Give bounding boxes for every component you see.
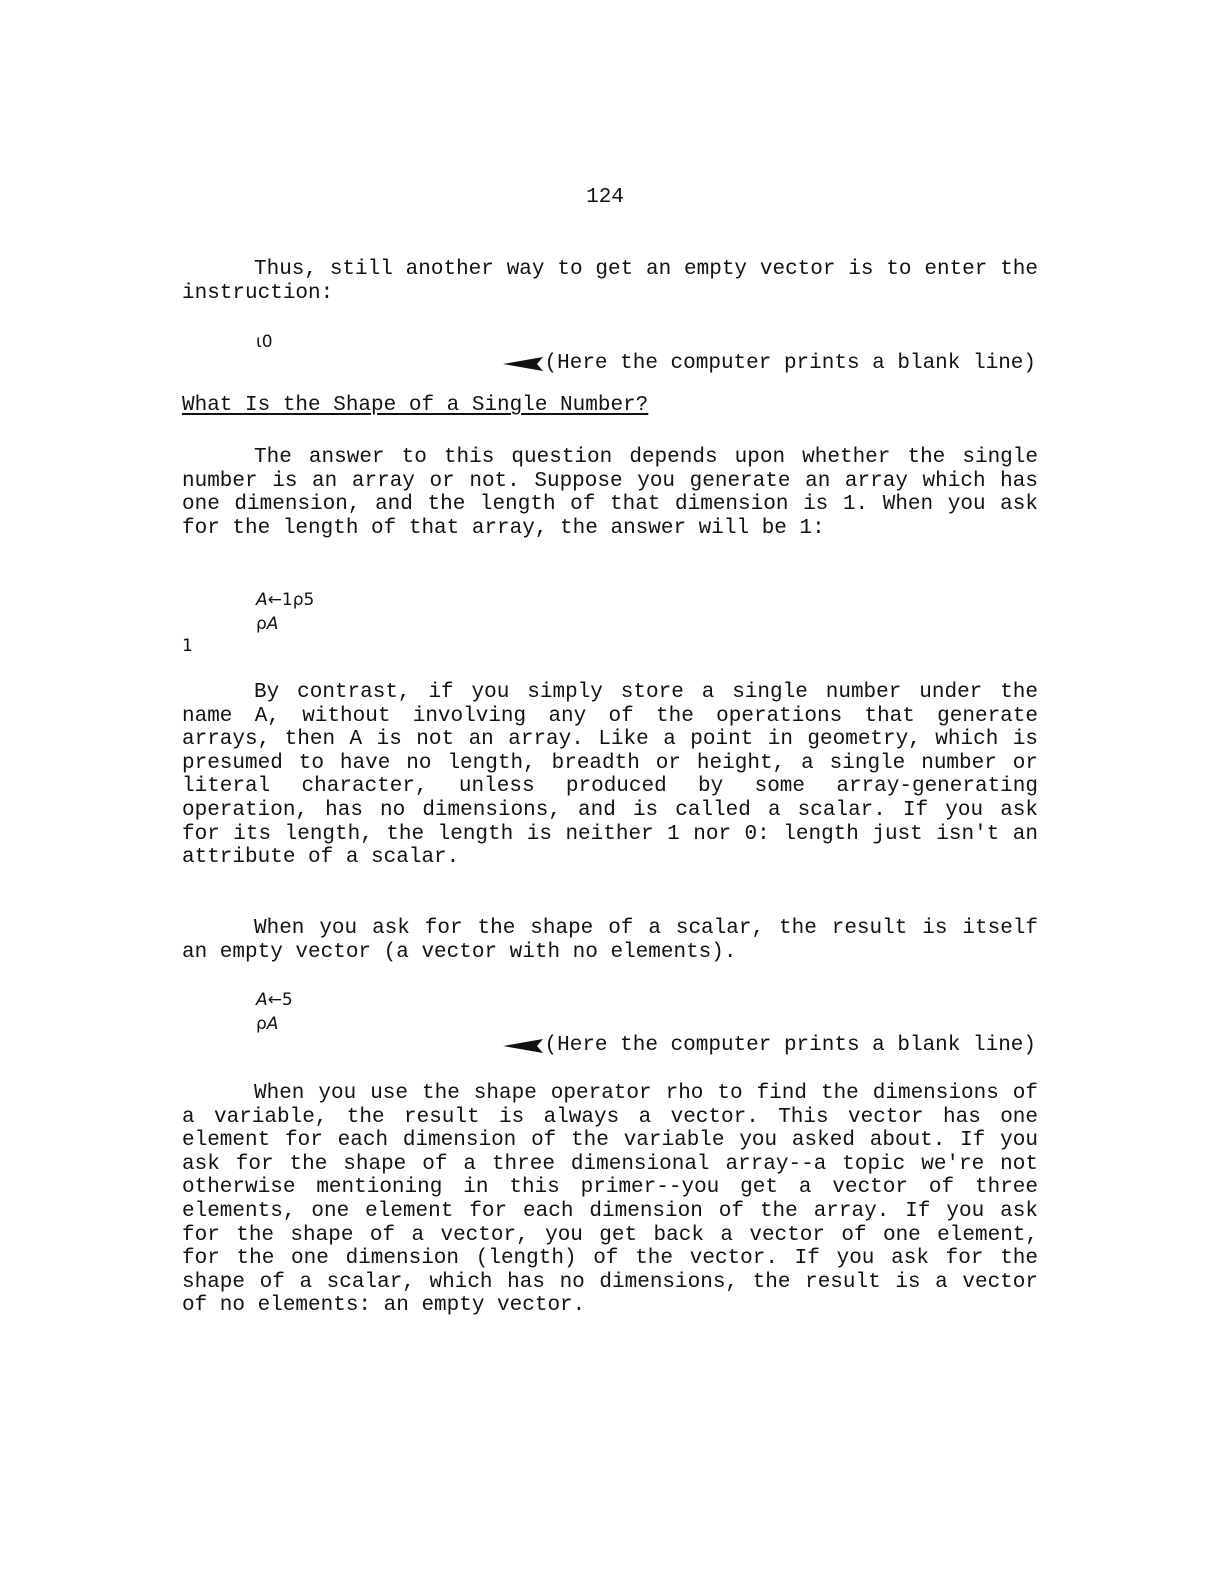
note-blank-line-2 (503, 1034, 1036, 1057)
code-variable: A (256, 990, 268, 1010)
note-text: (Here the computer prints a blank line) (544, 352, 1036, 375)
paragraph-scalar-shape: When you ask for the shape of a scalar, the result is itself an empty vector (a vector with no elements). (182, 917, 1038, 964)
code-rho-symbol: ρ (256, 614, 267, 634)
left-arrow-icon (503, 356, 543, 372)
code-rho-a-1 (256, 612, 278, 636)
note-blank-line-1 (503, 352, 1036, 375)
code-output-1: 1 (182, 636, 193, 656)
paragraph-answer: The answer to this question depends upon whether the single number is an array or not. Suppose you generate an array which has one dimension, and the length of that dimension is 1. When you ask for the length of that array, the answer will be 1: (182, 446, 1038, 540)
code-expression: ←5 (267, 990, 293, 1010)
code-iota-zero: ι0 (256, 332, 273, 352)
code-variable: A (266, 614, 279, 634)
page-number: 124 (586, 186, 624, 209)
code-assign-reshape (256, 588, 314, 612)
code-rho-a-2 (256, 1012, 278, 1036)
code-rho-symbol: ρ (256, 1014, 267, 1034)
paragraph-rho: When you use the shape operator rho to find the dimensions of a variable, the result is always a vector. This vector has one element for each dimension of the variable you asked about. If you ask for the shape of a three dimensional array--a topic we're not otherwise mentioning in this primer--you get a vector of three elements, one element for each dimension of the array. If you ask for the shape of a vector, you get back a vector of one element, for the one dimension (length) of the vector. If you ask for the shape of a scalar, which has no dimensions, the result is a vector of no elements: an empty vector. (182, 1082, 1038, 1318)
section-heading: What Is the Shape of a Single Number? (182, 394, 649, 417)
code-variable: A (256, 590, 268, 610)
paragraph-contrast: By contrast, if you simply store a single number under the name A, without involving any of the operations that generate arrays, then A is not an array. Like a point in geometry, which is presumed to have no length, breadth or height, a single number or literal character, unless produced by some array-generating operation, has no dimensions, and is called a scalar. If you ask for its length, the length is neither 1 nor 0: length just isn't an attribute of a scalar. (182, 681, 1038, 870)
paragraph-intro: Thus, still another way to get an empty vector is to enter the instruction: (182, 258, 1038, 305)
note-text: (Here the computer prints a blank line) (544, 1034, 1036, 1057)
code-expression: ←1ρ5 (267, 590, 315, 610)
left-arrow-icon (503, 1038, 543, 1054)
code-variable: A (266, 1014, 279, 1034)
code-assign-scalar (256, 988, 293, 1012)
